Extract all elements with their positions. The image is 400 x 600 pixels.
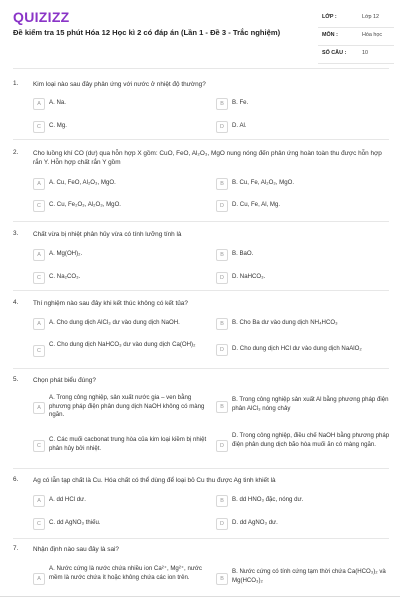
option-a[interactable] bbox=[33, 178, 203, 192]
meta-label: MÔN : bbox=[322, 32, 338, 38]
question-5 bbox=[13, 376, 389, 466]
option-c[interactable] bbox=[33, 121, 203, 135]
option-b[interactable] bbox=[216, 495, 386, 509]
option-text: C. Cu, Fe₂O₃, Al₂O₃, MgO. bbox=[49, 201, 121, 208]
meta-row-class bbox=[318, 10, 394, 28]
option-badge: B bbox=[216, 178, 228, 190]
question-text: Thí nghiệm nào sau đây khi kết thúc không có kết tủa? bbox=[33, 300, 188, 307]
meta-value: Lớp 12 bbox=[362, 14, 380, 20]
divider bbox=[13, 538, 389, 539]
option-badge: C bbox=[33, 272, 45, 284]
question-6 bbox=[13, 476, 389, 532]
option-a[interactable] bbox=[33, 249, 203, 263]
option-text: A. Mg(OH)₂. bbox=[49, 250, 83, 257]
option-badge: B bbox=[216, 573, 228, 585]
question-number: 5. bbox=[13, 376, 19, 383]
quizizz-logo: QUIZIZZ bbox=[13, 9, 70, 25]
meta-info-box bbox=[318, 10, 394, 64]
option-badge: D bbox=[216, 200, 228, 212]
question-3 bbox=[13, 230, 389, 286]
option-badge: A bbox=[33, 178, 45, 190]
option-text: C. Na₂CO₃. bbox=[49, 273, 81, 280]
question-text: Chọn phát biểu đúng? bbox=[33, 377, 96, 384]
meta-row-subject bbox=[318, 28, 394, 46]
option-badge: A bbox=[33, 318, 45, 330]
option-c[interactable] bbox=[33, 518, 203, 532]
option-badge: A bbox=[33, 98, 45, 110]
question-text: Cho luồng khí CO (dư) qua hỗn hợp X gồm: CuO, FeO, Al₂O₃, MgO nung nóng đến phản ứng hoàn toàn thu được hỗn hợp rắn Y. Hỗn hợp chất rắn Y gồm bbox=[33, 150, 382, 166]
meta-value: 10 bbox=[362, 50, 368, 56]
option-badge: B bbox=[216, 318, 228, 330]
option-d[interactable] bbox=[216, 431, 392, 461]
option-c[interactable] bbox=[33, 340, 209, 360]
question-number: 1. bbox=[13, 80, 19, 87]
option-text: B. Trong công nghiệp sản xuất Al bằng phương pháp điện phân AlCl₃ nóng chảy bbox=[232, 396, 389, 412]
option-c[interactable] bbox=[33, 435, 209, 457]
question-2 bbox=[13, 149, 389, 217]
option-b[interactable] bbox=[216, 178, 386, 192]
option-badge: B bbox=[216, 495, 228, 507]
option-text: C. Cho dung dịch NaHCO₃ dư vào dung dịch Ca(OH)₂ bbox=[49, 341, 196, 348]
option-badge: A bbox=[33, 573, 45, 585]
option-b[interactable] bbox=[216, 395, 392, 419]
question-1 bbox=[13, 80, 389, 132]
option-text: A. Cu, FeO, Al₂O₃, MgO. bbox=[49, 179, 116, 186]
question-4 bbox=[13, 299, 389, 364]
question-text: Chất vừa bị nhiệt phân hủy vừa có tính lưỡng tính là bbox=[33, 231, 182, 238]
option-text: B. Cu, Fe, Al₂O₃, MgO. bbox=[232, 179, 295, 186]
option-text: A. Na. bbox=[49, 99, 66, 106]
option-text: D. Cho dung dịch HCl dư vào dung dịch NaAlO₂ bbox=[232, 345, 362, 352]
option-badge: C bbox=[33, 345, 45, 357]
meta-label: LỚP : bbox=[322, 14, 337, 20]
option-badge: A bbox=[33, 402, 45, 414]
question-text: Nhận định nào sau đây là sai? bbox=[33, 546, 119, 553]
option-badge: D bbox=[216, 121, 228, 133]
option-b[interactable] bbox=[216, 567, 392, 591]
divider bbox=[13, 221, 389, 222]
option-text: D. dd AgNO₃ dư. bbox=[232, 519, 278, 526]
option-b[interactable] bbox=[216, 318, 392, 332]
option-c[interactable] bbox=[33, 272, 203, 286]
option-d[interactable] bbox=[216, 518, 386, 532]
question-number: 3. bbox=[13, 230, 19, 237]
option-badge: C bbox=[33, 440, 45, 452]
option-d[interactable] bbox=[216, 121, 386, 135]
option-text: B. BaO. bbox=[232, 250, 254, 257]
option-badge: A bbox=[33, 495, 45, 507]
option-c[interactable] bbox=[33, 200, 203, 214]
question-number: 2. bbox=[13, 149, 19, 156]
option-text: A. Nước cứng là nước chứa nhiều ion Ca²⁺, Mg²⁺, nước mềm là nước chứa ít hoặc không chứa các ion trên. bbox=[49, 565, 202, 581]
option-badge: D bbox=[216, 518, 228, 530]
meta-value: Hóa học bbox=[362, 32, 383, 38]
option-a[interactable] bbox=[33, 98, 203, 112]
option-badge: D bbox=[216, 272, 228, 284]
page-bottom-border bbox=[0, 596, 400, 597]
option-d[interactable] bbox=[216, 200, 386, 214]
option-b[interactable] bbox=[216, 98, 386, 112]
option-badge: D bbox=[216, 440, 228, 452]
option-badge: C bbox=[33, 200, 45, 212]
option-text: D. Cu, Fe, Al, Mg. bbox=[232, 201, 281, 208]
option-text: B. Cho Ba dư vào dung dịch NH₄HCO₃ bbox=[232, 319, 338, 326]
question-7 bbox=[13, 545, 389, 597]
option-text: A. Trong công nghiệp, sản xuất nước gia – ven bằng phương pháp điện phân dung dịch NaOH không có màng ngăn. bbox=[49, 394, 205, 418]
divider bbox=[13, 290, 389, 291]
question-text: Ag có lẫn tạp chất là Cu. Hóa chất có thể dùng để loại bỏ Cu thu được Ag tinh khiết là bbox=[33, 477, 276, 484]
option-text: C. dd AgNO₃ thiếu. bbox=[49, 519, 101, 526]
option-text: D. NaHCO₃. bbox=[232, 273, 266, 280]
option-badge: A bbox=[33, 249, 45, 261]
page-title: Đề kiểm tra 15 phút Hóa 12 Học kì 2 có đáp án (Lần 1 - Đề 3 - Trắc nghiệm) bbox=[13, 28, 281, 37]
meta-row-count bbox=[318, 46, 394, 64]
option-badge: D bbox=[216, 344, 228, 356]
option-text: C. Các muối cacbonat trung hòa của kim loại kiềm bị nhiệt phân hủy bởi nhiệt. bbox=[49, 436, 207, 452]
option-badge: B bbox=[216, 401, 228, 413]
option-d[interactable] bbox=[216, 344, 392, 358]
option-text: D. Trong công nghiệp, điều chế NaOH bằng phương pháp điện phân dung dịch bão hòa muối ăn có màng ngăn. bbox=[232, 432, 390, 448]
option-badge: C bbox=[33, 121, 45, 133]
divider bbox=[13, 139, 389, 140]
question-number: 6. bbox=[13, 476, 19, 483]
option-text: D. Al. bbox=[232, 122, 247, 129]
option-text: C. Mg. bbox=[49, 122, 67, 129]
divider bbox=[13, 468, 389, 469]
option-a[interactable] bbox=[33, 495, 203, 509]
meta-label: SỐ CÂU : bbox=[322, 50, 347, 56]
question-text: Kim loại nào sau đây phản ứng với nước ở nhiệt độ thường? bbox=[33, 81, 206, 88]
divider bbox=[13, 68, 389, 69]
question-number: 4. bbox=[13, 299, 19, 306]
option-text: A. dd HCl dư. bbox=[49, 496, 86, 503]
option-b[interactable] bbox=[216, 249, 386, 263]
option-badge: B bbox=[216, 249, 228, 261]
option-badge: C bbox=[33, 518, 45, 530]
page-header bbox=[0, 0, 400, 62]
divider bbox=[13, 368, 389, 369]
option-text: B. dd HNO₃ đặc, nóng dư. bbox=[232, 496, 304, 503]
option-text: A. Cho dung dịch AlCl₃ dư vào dung dịch NaOH. bbox=[49, 319, 180, 326]
option-a[interactable] bbox=[33, 393, 209, 423]
question-number: 7. bbox=[13, 545, 19, 552]
option-d[interactable] bbox=[216, 272, 386, 286]
option-text: B. Fe. bbox=[232, 99, 249, 106]
option-text: B. Nước cứng có tính cứng tạm thời chứa Ca(HCO₃)₂ và Mg(HCO₃)₂ bbox=[232, 568, 386, 584]
option-a[interactable] bbox=[33, 318, 209, 332]
option-a[interactable] bbox=[33, 564, 209, 594]
option-badge: B bbox=[216, 98, 228, 110]
